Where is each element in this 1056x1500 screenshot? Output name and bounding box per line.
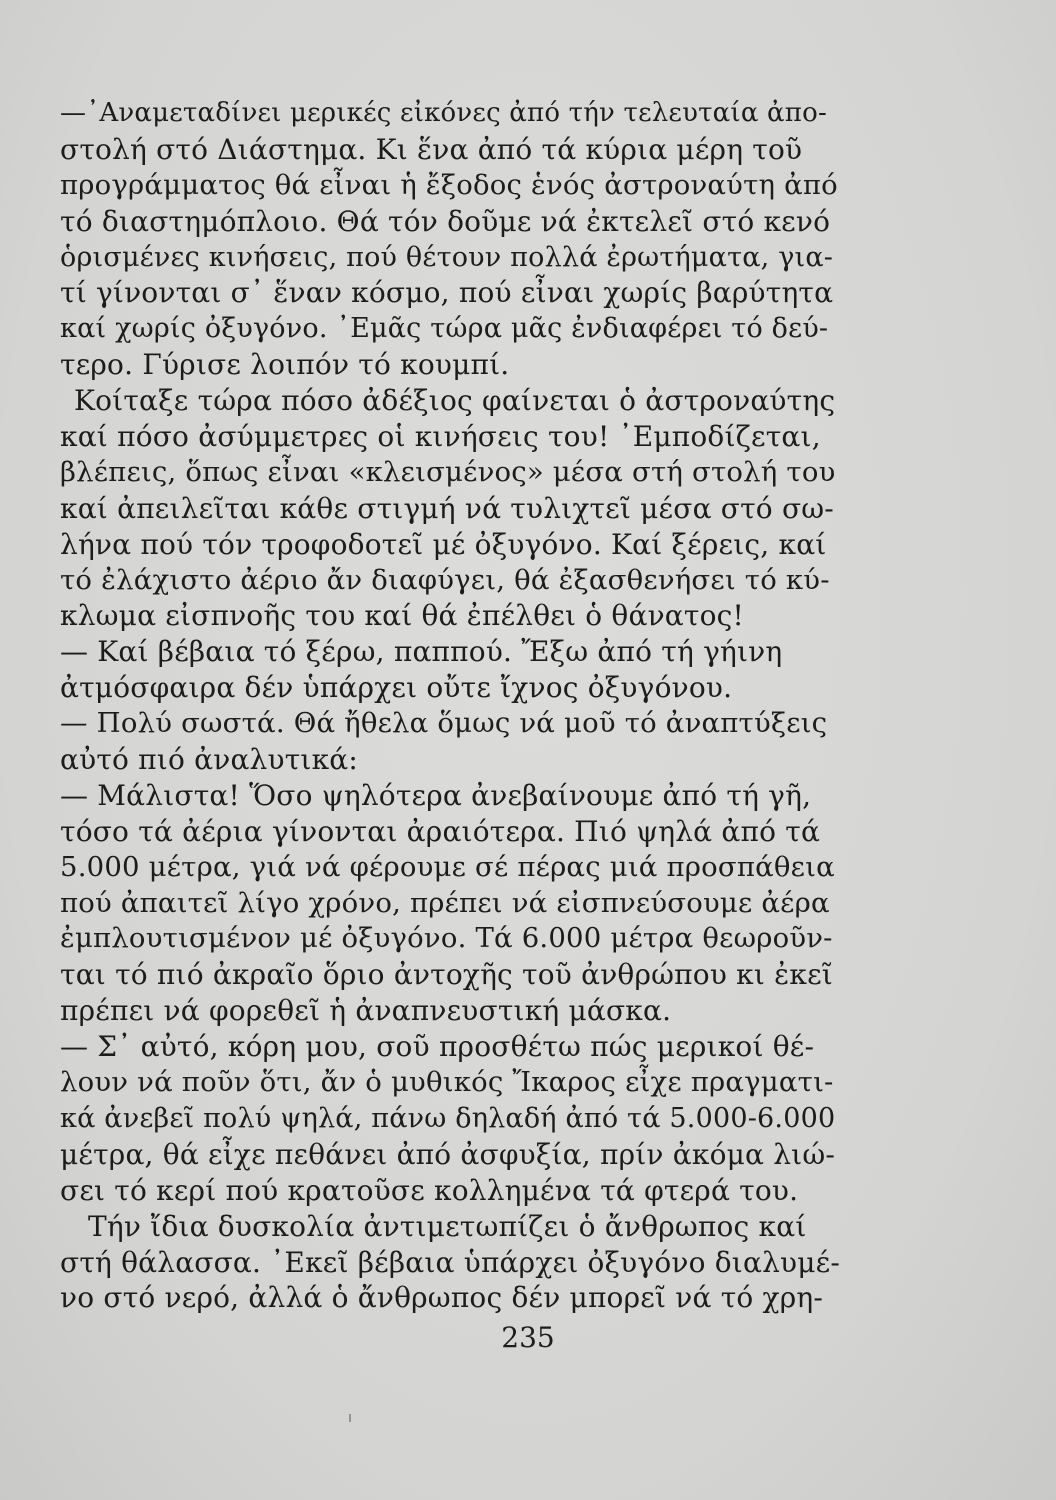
- text-line: τό διαστημόπλοιο. Θά τόν δοῦμε νά ἐκτελεῖ στό κενό: [60, 204, 831, 238]
- text-line: πρέπει νά φορεθεῖ ἡ ἀναπνευστική μάσκα.: [60, 994, 672, 1028]
- text-line: σει τό κερί πού κρατοῦσε κολλημένα τά φτερά του.: [60, 1173, 799, 1207]
- text-line: τί γίνονται σ᾿ ἕναν κόσμο, πού εἶναι χωρίς βαρύτητα: [60, 276, 834, 310]
- text-line: στή θάλασσα. ᾿Εκεῖ βέβαια ὑπάρχει ὀξυγόνο διαλυμέ-: [60, 1245, 841, 1279]
- text-line: πού ἀπαιτεῖ λίγο χρόνο, πρέπει νά εἰσπνεύσουμε ἀέρα: [60, 886, 830, 919]
- text-line: λουν νά ποῦν ὅτι, ἄν ὁ μυθικός Ἴκαρος εἶχε πραγματι-: [60, 1066, 834, 1099]
- text-line: ἀτμόσφαιρα δέν ὑπάρχει οὔτε ἴχνος ὀξυγόνου.: [60, 671, 733, 705]
- page-number: 235: [501, 1321, 555, 1354]
- text-line: κλωμα εἰσπνοῆς του καί θά ἐπέλθει ὁ θάνατος!: [60, 599, 744, 633]
- text-line: μέτρα, θά εἶχε πεθάνει ἀπό ἀσφυξία, πρίν ἀκόμα λιώ-: [60, 1137, 836, 1171]
- body-text: [60, 96, 840, 1316]
- text-line: στολή στό Διάστημα. Κι ἕνα ἀπό τά κύρια μέρη τοῦ: [60, 132, 803, 166]
- text-line: αὐτό πιό ἀναλυτικά:: [60, 743, 359, 777]
- text-line: — Πολύ σωστά. Θά ἤθελα ὅμως νά μοῦ τό ἀναπτύξεις: [60, 707, 828, 740]
- text-line: — Καί βέβαια τό ξέρω, παππού. Ἔξω ἀπό τή γήινη: [60, 635, 783, 669]
- text-line: βλέπεις, ὅπως εἶναι «κλεισμένος» μέσα στή στολή του: [60, 455, 836, 488]
- text-line: — Σ᾿ αὐτό, κόρη μου, σοῦ προσθέτω πώς μερικοί θέ-: [60, 1030, 815, 1064]
- text-line: καί ἀπειλεῖται κάθε στιγμή νά τυλιχτεῖ μέσα στό σω-: [60, 491, 834, 525]
- text-line: — Μάλιστα! Ὅσο ψηλότερα ἀνεβαίνουμε ἀπό τή γῆ,: [60, 778, 812, 812]
- text-line: τόσο τά ἀέρια γίνονται ἀραιότερα. Πιό ψηλά ἀπό τά: [60, 814, 821, 848]
- text-line: ὁρισμένες κινήσεις, πού θέτουν πολλά ἐρωτήματα, για-: [60, 241, 834, 273]
- text-line: λήνα πού τόν τροφοδοτεῖ μέ ὀξυγόνο. Καί ξέρεις, καί: [60, 527, 827, 561]
- text-line: Τήν ἴδια δυσκολία ἀντιμετωπίζει ὁ ἄνθρωπος καί: [88, 1209, 807, 1243]
- text-line: κά ἀνεβεῖ πολύ ψηλά, πάνω δηλαδή ἀπό τά 5.000-6.000: [60, 1102, 836, 1134]
- text-line: καί πόσο ἀσύμμετρες οἱ κινήσεις του! ᾿Εμποδίζεται,: [60, 420, 821, 454]
- text-line: νο στό νερό, ἀλλά ὁ ἄνθρωπος δέν μπορεῖ νά τό χρη-: [60, 1281, 824, 1315]
- text-line: Κοίταξε τώρα πόσο ἀδέξιος φαίνεται ὁ ἀστροναύτης: [74, 384, 836, 418]
- paper-speck: [349, 1414, 351, 1422]
- text-line: 5.000 μέτρα, γιά νά φέρουμε σέ πέρας μιά προσπάθεια: [60, 850, 835, 883]
- text-line: ἐμπλουτισμένον μέ ὀξυγόνο. Τά 6.000 μέτρα θεωροῦν-: [60, 922, 833, 955]
- text-line: τερο. Γύρισε λοιπόν τό κουμπί.: [60, 348, 510, 382]
- text-line: προγράμματος θά εἶναι ἡ ἔξοδος ἑνός ἀστροναύτη ἀπό: [60, 168, 838, 201]
- text-line: —᾿Αναμεταδίνει μερικές εἰκόνες ἀπό τήν τελευταία ἀπο-: [60, 98, 827, 128]
- text-line: καί χωρίς ὀξυγόνο. ᾿Εμᾶς τώρα μᾶς ἐνδιαφέρει τό δεύ-: [60, 313, 829, 345]
- text-line: τό ἐλάχιστο ἀέριο ἄν διαφύγει, θά ἐξασθενήσει τό κύ-: [60, 563, 830, 596]
- text-line: ται τό πιό ἀκραῖο ὅριο ἀντοχῆς τοῦ ἀνθρώπου κι ἐκεῖ: [60, 958, 833, 992]
